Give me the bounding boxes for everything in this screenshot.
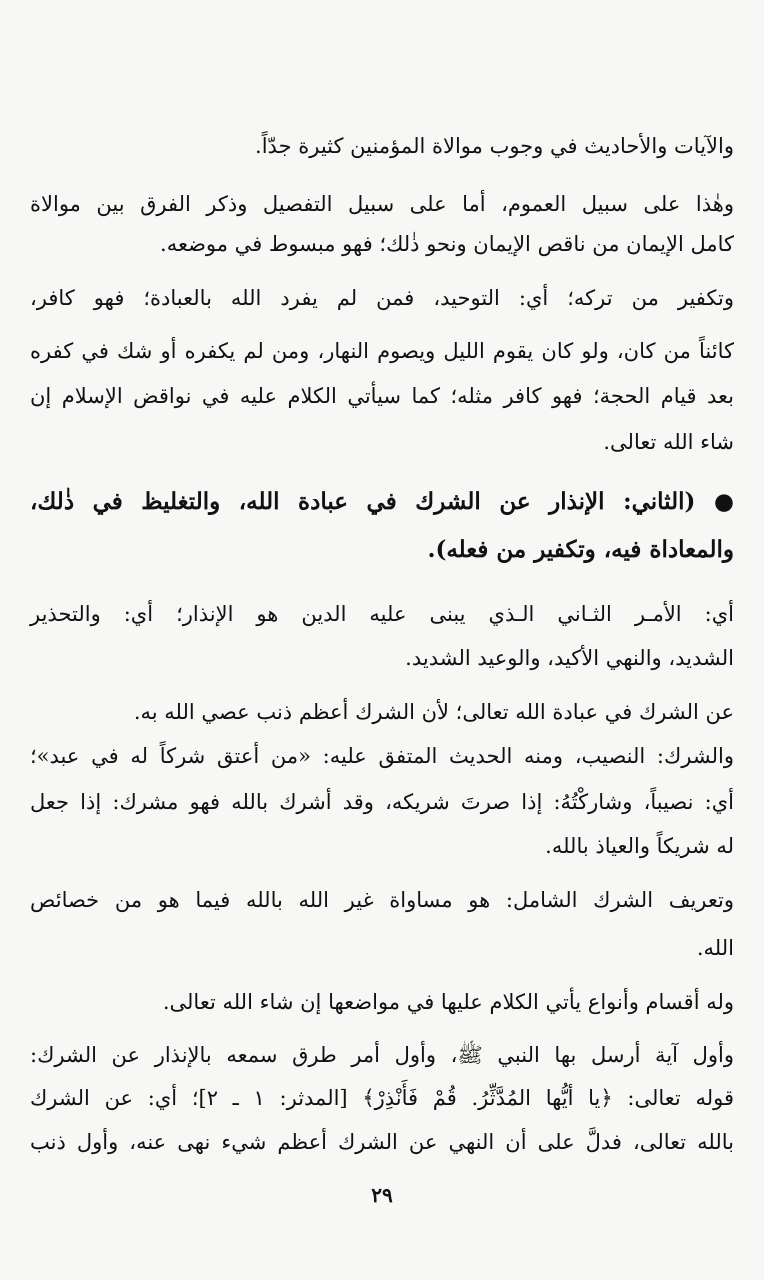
text-line: وله أقسام وأنواع يأتي الكلام عليها في مواضعها إن شاء الله تعالى. — [162, 990, 734, 1014]
text-line: شاء الله تعالى. — [603, 430, 734, 454]
text-line: كامل الإيمان من ناقص الإيمان ونحو ذٰلك؛ فهو مبسوط في موضعه. — [160, 232, 734, 256]
text-line: أي: نصيباً، وشاركْتُهُ: إذا صرتَ شريكه، وقد أشرك بالله فهو مشرك: إذا جعل — [30, 790, 734, 814]
page-number: ٢٩ — [371, 1183, 393, 1207]
text-line: والشرك: النصيب، ومنه الحديث المتفق عليه: «من أعتق شركاً له في عبد»؛ — [30, 744, 734, 768]
text-line: الشديد، والنهي الأكيد، والوعيد الشديد. — [405, 646, 734, 670]
text-line: كائناً من كان، ولو كان يقوم الليل ويصوم النهار، ومن لم يكفره أو شك في كفره — [30, 339, 734, 363]
text-line: قوله تعالى: ﴿يا أيُّها المُدَّثِّرُ. قُمْ فَأَنْذِرْ﴾ [المدثر: ١ ـ ٢]؛ أي: عن الشرك — [30, 1086, 734, 1110]
text-line: وتكفير من تركه؛ أي: التوحيد، فمن لم يفرد الله بالعبادة؛ فهو كافر، — [30, 286, 734, 310]
text-line: له شريكاً والعياذ بالله. — [545, 834, 734, 858]
text-line: والآيات والأحاديث في وجوب موالاة المؤمنين كثيرة جدّاً. — [255, 134, 734, 158]
text-line: الله. — [696, 936, 734, 960]
section-heading: ● (الثاني: الإنذار عن الشرك في عبادة الله، والتغليظ في ذٰلك، — [30, 488, 734, 515]
text-line: بعد قيام الحجة؛ فهو كافر مثله؛ كما سيأتي الكلام عليه في نواقض الإسلام إن — [30, 384, 734, 408]
text-line: وهٰذا على سبيل العموم، أما على سبيل التفصيل وذكر الفرق بين موالاة — [30, 192, 734, 216]
text-line: بالله تعالى، فدلَّ على أن النهي عن الشرك أعظم شيء نهى عنه، وأول ذنب — [30, 1130, 734, 1154]
section-heading: والمعاداة فيه، وتكفير من فعله). — [427, 536, 734, 563]
text-line: وأول آية أرسل بها النبي ﷺ، وأول أمر طرق سمعه بالإنذار عن الشرك: — [30, 1043, 734, 1067]
text-line: عن الشرك في عبادة الله تعالى؛ لأن الشرك أعظم ذنب عصي الله به. — [133, 700, 734, 724]
text-line: أي: الأمـر الثـاني الـذي يبنى عليه الدين هو الإنذار؛ أي: والتحذير — [30, 602, 734, 626]
text-line: وتعريف الشرك الشامل: هو مساواة غير الله بالله فيما هو من خصائص — [30, 888, 734, 912]
